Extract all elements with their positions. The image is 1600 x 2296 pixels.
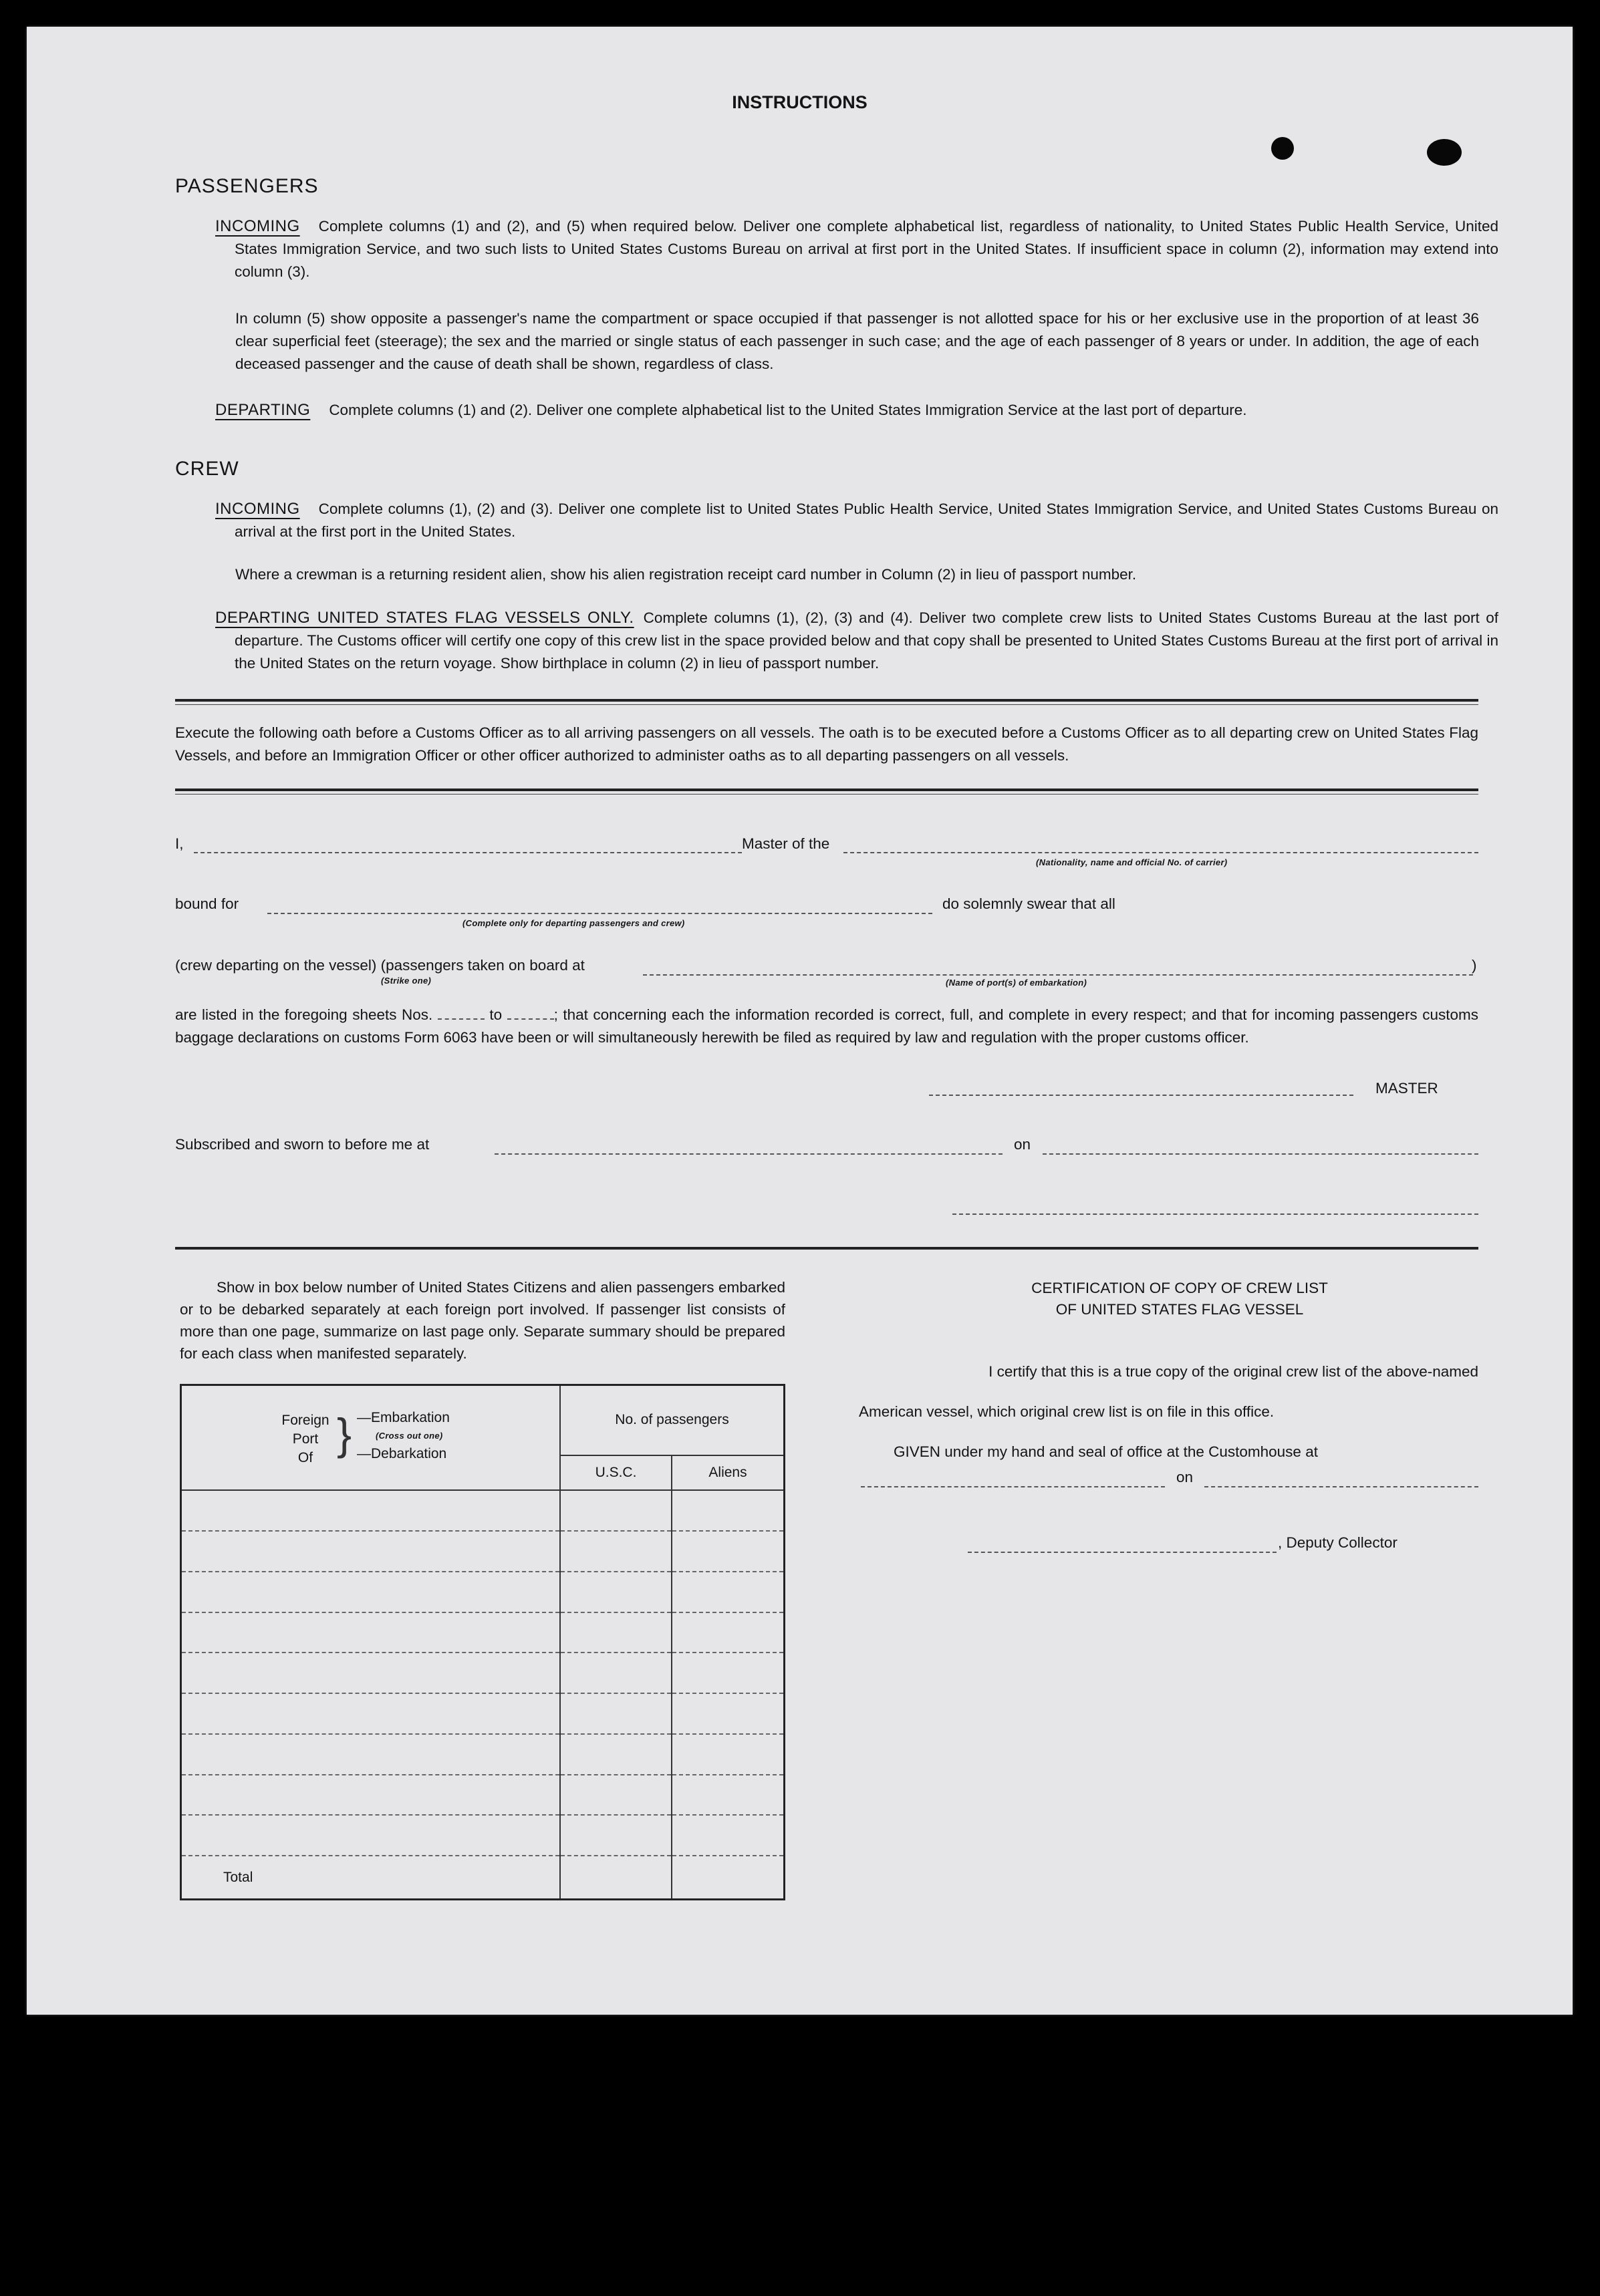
crew-incoming-text: Complete columns (1), (2) and (3). Deliver one complete list to United States Public Health Service, United States Immigration Service, and United States Customs Bureau on arrival at the first port in the United States. <box>235 500 1498 540</box>
officer-signature-field[interactable] <box>952 1213 1478 1215</box>
cross-out-caption: (Cross out one) <box>376 1430 443 1441</box>
usc-cell[interactable] <box>560 1693 672 1734</box>
port-cell[interactable] <box>181 1531 561 1572</box>
crew-resident-note: Where a crewman is a returning resident alien, show his alien registration receipt card number in Column (2) in lieu of passport number. <box>235 566 1137 583</box>
passengers-incoming-text: Complete columns (1) and (2), and (5) when required below. Deliver one complete alphabetical list, regardless of nationality, to United States Public Health Service, United States Immigration Service, and two such lists to United States Customs Bureau on arrival at first port in the United States. If insufficient space in column (2), information may extend into column (3). <box>235 218 1498 280</box>
table-row <box>181 1815 785 1856</box>
passengers-incoming <box>215 215 1498 283</box>
port-label: Port <box>292 1431 319 1447</box>
given-text: GIVEN under my hand and seal of office at the Customhouse at <box>894 1443 1318 1460</box>
no-of-passengers-header: No. of passengers <box>560 1385 785 1455</box>
certification-title-line1: CERTIFICATION OF COPY OF CREW LIST <box>1031 1280 1328 1296</box>
aliens-cell[interactable] <box>672 1815 785 1856</box>
table-row <box>181 1531 785 1572</box>
aliens-cell[interactable] <box>672 1693 785 1734</box>
crew-heading: CREW <box>175 458 239 480</box>
table-row <box>181 1693 785 1734</box>
sheet-to-field[interactable] <box>507 1018 554 1020</box>
carrier-field[interactable] <box>843 852 1478 853</box>
aliens-cell[interactable] <box>672 1531 785 1572</box>
certification-title-line2: OF UNITED STATES FLAG VESSEL <box>1055 1301 1304 1318</box>
total-row <box>181 1856 785 1899</box>
table-row <box>181 1490 785 1531</box>
crew-departing <box>215 607 1498 675</box>
bound-for-label: bound for <box>175 895 239 912</box>
crew-departing-label-line: (crew departing on the vessel) (passengers taken on board at <box>175 957 585 974</box>
usc-cell[interactable] <box>560 1775 672 1816</box>
aliens-cell[interactable] <box>672 1653 785 1693</box>
departing-caption: (Complete only for departing passengers and crew) <box>462 918 685 928</box>
passengers-departing-text: Complete columns (1) and (2). Deliver one complete alphabetical list to the United States Immigration Service at the last port of departure. <box>329 402 1247 418</box>
divider-2 <box>175 788 1478 795</box>
sheet-from-field[interactable] <box>438 1018 485 1020</box>
divider-3 <box>175 1247 1478 1250</box>
usc-cell[interactable] <box>560 1734 672 1775</box>
port-cell[interactable] <box>181 1775 561 1816</box>
embarkation-label: —Embarkation <box>357 1409 450 1425</box>
table-row <box>181 1612 785 1653</box>
total-usc-cell[interactable] <box>560 1856 672 1899</box>
crew-incoming-label: INCOMING <box>215 500 300 518</box>
american-vessel-text: American vessel, which original crew list is on file in this office. <box>859 1403 1275 1420</box>
form-page <box>27 27 1573 2015</box>
total-aliens-cell[interactable] <box>672 1856 785 1899</box>
passengers-departing <box>215 399 1479 422</box>
port-cell[interactable] <box>181 1612 561 1653</box>
aliens-cell[interactable] <box>672 1734 785 1775</box>
master-label: MASTER <box>1375 1080 1438 1097</box>
usc-cell[interactable] <box>560 1490 672 1531</box>
certification-on-label: on <box>1176 1469 1194 1485</box>
bound-for-field[interactable] <box>267 913 932 914</box>
page-title: INSTRUCTIONS <box>732 92 868 112</box>
aliens-cell[interactable] <box>672 1572 785 1612</box>
subscribed-at-field[interactable] <box>495 1153 1003 1155</box>
foreign-port-header <box>181 1385 561 1491</box>
aliens-cell[interactable] <box>672 1612 785 1653</box>
crew-incoming <box>215 498 1498 543</box>
usc-cell[interactable] <box>560 1653 672 1693</box>
aliens-cell[interactable] <box>672 1775 785 1816</box>
port-cell[interactable] <box>181 1490 561 1531</box>
summary-instruction: Show in box below number of United States Citizens and alien passengers embarked or to be debarked separately at each foreign port involved. If passenger list consists of more than one page, summarize on last page only. Separate summary should be prepared for each class when manifested separately. <box>180 1279 785 1362</box>
listed-b-text: ; that concerning each the information recorded is correct, full, and complete in every respect; and that for incoming passengers customs baggage declarations on customs Form 6063 have been or will simultaneously herewith be filed as required by law and regulation with the proper customs officer. <box>175 1006 1478 1046</box>
port-cell[interactable] <box>181 1693 561 1734</box>
passengers-heading: PASSENGERS <box>175 175 319 197</box>
aliens-cell[interactable] <box>672 1490 785 1531</box>
subscribed-date-field[interactable] <box>1043 1153 1478 1155</box>
embarkation-port-field[interactable] <box>643 974 1473 976</box>
table-row <box>181 1734 785 1775</box>
crew-departing-text: Complete columns (1), (2), (3) and (4). Deliver two complete crew lists to United States Customs Bureau at the last port of departure. The Customs officer will certify one copy of this crew list in the space provided below and that copy shall be presented to United States Customs Bureau at the first port of arrival in the United States on the return voyage. Show birthplace in column (2) in lieu of passport number. <box>235 609 1498 672</box>
usc-cell[interactable] <box>560 1612 672 1653</box>
usc-header: U.S.C. <box>560 1455 672 1491</box>
master-name-field[interactable] <box>194 852 742 853</box>
port-cell[interactable] <box>181 1572 561 1612</box>
certification-title <box>886 1278 1474 1320</box>
brace-icon: } <box>337 1409 352 1459</box>
certification-date-field[interactable] <box>1204 1486 1478 1487</box>
passenger-summary-table <box>180 1384 785 1900</box>
oath-i-label: I, <box>175 835 184 852</box>
of-label: Of <box>297 1449 313 1465</box>
aliens-header: Aliens <box>672 1455 785 1491</box>
embarkation-caption: (Name of port(s) of embarkation) <box>946 978 1087 988</box>
passengers-column5: In column (5) show opposite a passenger's name the compartment or space occupied if that passenger is not allotted space for his or her exclusive use in the proportion of at least 36 clear superficial feet (steerage); the sex and the married or single status of each passenger in such case; and the age of each passenger of 8 years or under. In addition, the age of each deceased passenger and the cause of death shall be shown, regardless of class. <box>235 310 1479 372</box>
passengers-departing-label: DEPARTING <box>215 401 311 419</box>
solemnly-swear-label: do solemnly swear that all <box>942 895 1115 912</box>
table-row <box>181 1653 785 1693</box>
close-paren: ) <box>1472 957 1477 974</box>
deputy-collector-label: , Deputy Collector <box>1278 1534 1397 1551</box>
total-label: Total <box>223 1869 253 1885</box>
debarkation-label: —Debarkation <box>357 1445 447 1461</box>
strike-one-caption: (Strike one) <box>381 976 432 986</box>
foreign-label: Foreign <box>281 1412 329 1428</box>
master-signature-field[interactable] <box>929 1095 1353 1096</box>
listed-sheets-line <box>175 1004 1478 1049</box>
passengers-incoming-label: INCOMING <box>215 217 300 235</box>
usc-cell[interactable] <box>560 1815 672 1856</box>
table-row <box>181 1775 785 1816</box>
subscribed-label: Subscribed and sworn to before me at <box>175 1136 430 1153</box>
usc-cell[interactable] <box>560 1531 672 1572</box>
oath-instruction: Execute the following oath before a Customs Officer as to all arriving passengers on all vessels. The oath is to be executed before a Customs Officer as to all departing crew on United States Flag Vessels, and before an Immigration Officer or other officer authorized to administer oaths as to all departing passengers on all vessels. <box>175 724 1478 764</box>
port-cell[interactable] <box>181 1653 561 1693</box>
listed-to-text: to <box>489 1006 503 1023</box>
port-cell[interactable] <box>181 1734 561 1775</box>
subscribed-on-label: on <box>1014 1136 1031 1153</box>
divider-1 <box>175 699 1478 705</box>
carrier-caption: (Nationality, name and official No. of carrier) <box>1036 857 1228 867</box>
usc-cell[interactable] <box>560 1572 672 1612</box>
certify-text: I certify that this is a true copy of the original crew list of the above-named <box>988 1363 1478 1380</box>
punch-hole-right <box>1427 139 1462 166</box>
crew-departing-label: DEPARTING UNITED STATES FLAG VESSELS ONLY. <box>215 609 634 627</box>
master-of-the-label: Master of the <box>742 835 830 852</box>
deputy-collector-signature-field[interactable] <box>968 1552 1277 1553</box>
customhouse-field[interactable] <box>861 1486 1165 1487</box>
listed-a-text: are listed in the foregoing sheets Nos. <box>175 1006 433 1023</box>
port-cell[interactable] <box>181 1815 561 1856</box>
punch-hole-left <box>1271 137 1294 160</box>
table-row <box>181 1572 785 1612</box>
